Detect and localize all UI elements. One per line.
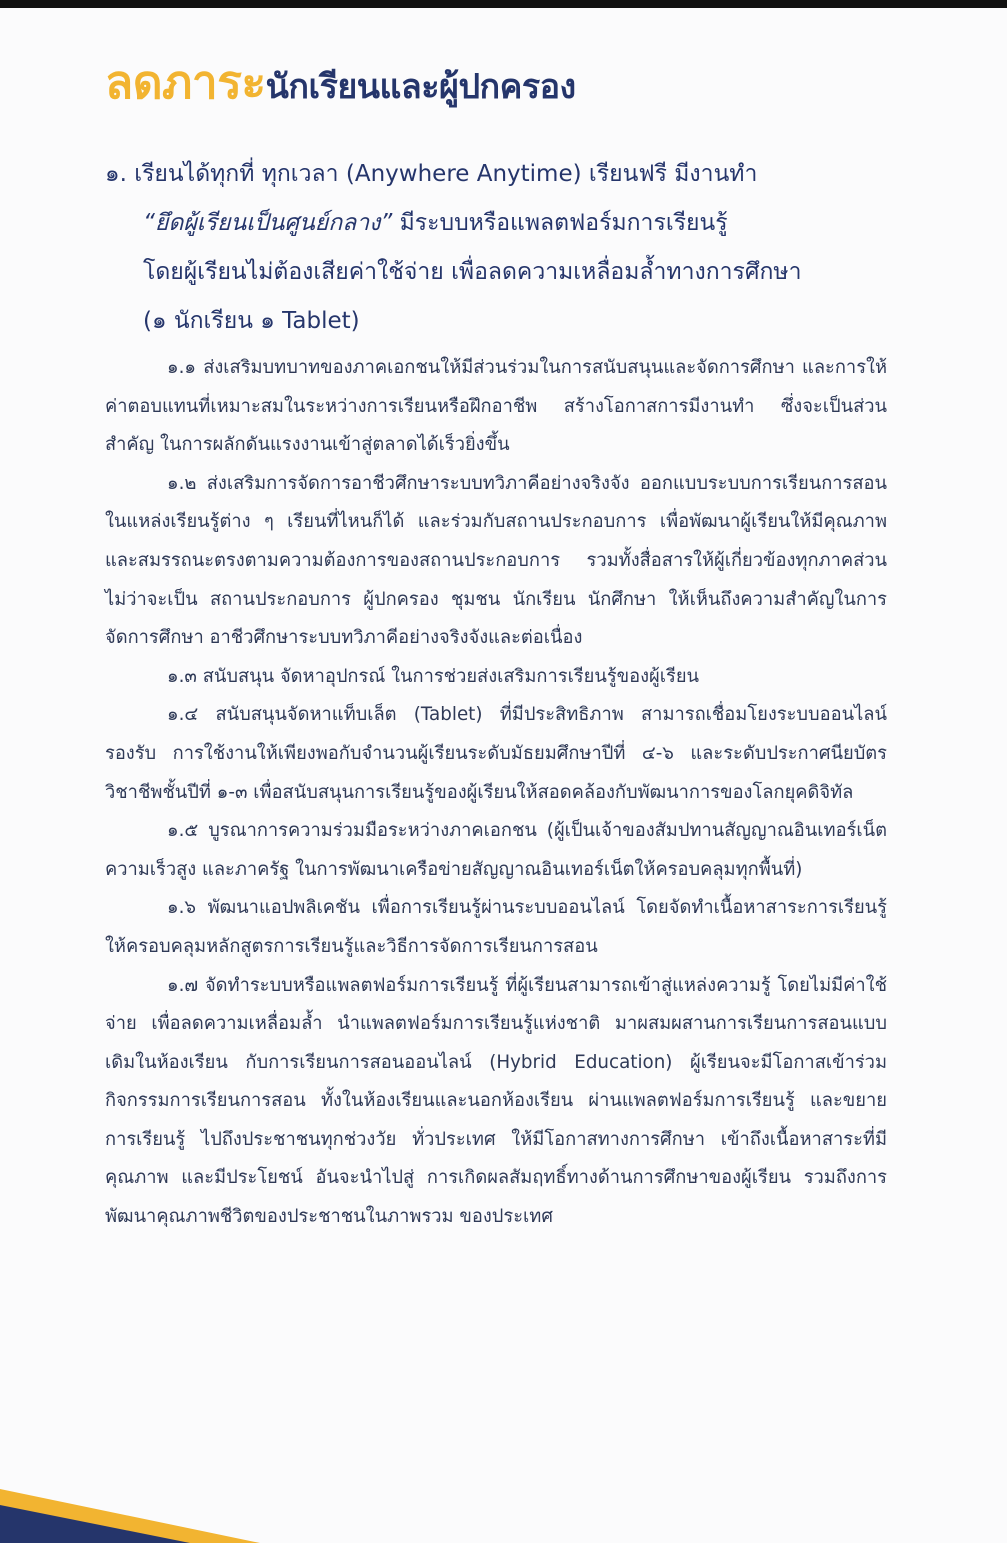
- heading-line-2-rest: มีระบบหรือแพลตฟอร์มการเรียนรู้: [392, 210, 728, 236]
- bottom-stripe-decoration: [0, 1483, 1007, 1543]
- item-1-4: ๑.๔ สนับสนุนจัดหาแท็บเล็ต (Tablet) ที่มีประสิทธิภาพ สามารถเชื่อมโยงระบบออนไลน์รองรับ การใช้งานให้เพียงพอกับจำนวนผู้เรียนระดับมัธยมศึกษาปีที่ ๔-๖ และระดับประกาศนียบัตรวิชาชีพชั้นปีที่ ๑-๓ เพื่อสนับสนุนการเรียนรู้ของผู้เรียนให้สอดคล้องกับพัฒนาการของโลกยุคดิจิทัล: [105, 704, 887, 803]
- heading-line-1: ๑. เรียนได้ทุกที่ ทุกเวลา (Anywhere Anytime) เรียนฟรี มีงานทำ: [105, 161, 758, 187]
- item-1-6: ๑.๖ พัฒนาแอปพลิเคชัน เพื่อการเรียนรู้ผ่านระบบออนไลน์ โดยจัดทำเนื้อหาสาระการเรียนรู้ ให้ครอบคลุมหลักสูตรการเรียนรู้และวิธีการจัดการเรียนการสอน: [105, 897, 887, 957]
- heading-quote: “ยึดผู้เรียนเป็นศูนย์กลาง”: [143, 210, 393, 236]
- item-1-5: ๑.๕ บูรณาการความร่วมมือระหว่างภาคเอกชน (ผู้เป็นเจ้าของสัมปทานสัญญาณอินเทอร์เน็ต ความเร็วสูง และภาครัฐ ในการพัฒนาเครือข่ายสัญญาณอินเทอร์เน็ตให้ครอบคลุมทุกพื้นที่): [105, 820, 887, 880]
- item-1-7: ๑.๗ จัดทำระบบหรือแพลตฟอร์มการเรียนรู้ ที่ผู้เรียนสามารถเข้าสู่แหล่งความรู้ โดยไม่มีค่าใช้จ่าย เพื่อลดความเหลื่อมล้ำ นำแพลตฟอร์มการเรียนรู้แห่งชาติ มาผสมผสานการเรียนการสอนแบบเดิมในห้องเรียน กับการเรียนการสอนออนไลน์ (Hybrid Education) ผู้เรียนจะมีโอกาสเข้าร่วมกิจกรรมการเรียนการสอน ทั้งในห้องเรียนและนอกห้องเรียน ผ่านแพลตฟอร์มการเรียนรู้ และขยายการเรียนรู้ ไปถึงประชาชนทุกช่วงวัย ทั่วประเทศ ให้มีโอกาสทางการศึกษา เข้าถึงเนื้อหาสาระที่มีคุณภาพ และมีประโยชน์ อันจะนำไปสู่ การเกิดผลสัมฤทธิ์ทางด้านการศึกษาของผู้เรียน รวมถึงการพัฒนาคุณภาพชีวิตของประชาชนในภาพรวม ของประเทศ: [105, 974, 887, 1228]
- item-1-3: ๑.๓ สนับสนุน จัดหาอุปกรณ์ ในการช่วยส่งเสริมการเรียนรู้ของผู้เรียน: [167, 665, 700, 687]
- page-title: [105, 46, 576, 119]
- heading-line-3: โดยผู้เรียนไม่ต้องเสียค่าใช้จ่าย เพื่อลดความเหลื่อมล้ำทางการศึกษา: [143, 259, 802, 285]
- title-rest: นักเรียนและผู้ปกครอง: [265, 67, 576, 107]
- item-1-2: ๑.๒ ส่งเสริมการจัดการอาชีวศึกษาระบบทวิภาคีอย่างจริงจัง ออกแบบระบบการเรียนการสอน ในแหล่งเรียนรู้ต่าง ๆ เรียนที่ไหนก็ได้ และร่วมกับสถานประกอบการ เพื่อพัฒนาผู้เรียนให้มีคุณภาพ และสมรรถนะตรงตามความต้องการของสถานประกอบการ รวมทั้งสื่อสารให้ผู้เกี่ยวข้องทุกภาคส่วน ไม่ว่าจะเป็น สถานประกอบการ ผู้ปกครอง ชุมชน นักเรียน นักศึกษา ให้เห็นถึงความสำคัญในการจัดการศึกษา อาชีวศึกษาระบบทวิภาคีอย่างจริงจังและต่อเนื่อง: [105, 472, 887, 649]
- heading-line-4: (๑ นักเรียน ๑ Tablet): [143, 308, 360, 334]
- item-list: [105, 349, 887, 1237]
- heading-line-2: [105, 199, 885, 248]
- item-1-1: ๑.๑ ส่งเสริมบทบาทของภาคเอกชนให้มีส่วนร่วมในการสนับสนุนและจัดการศึกษา และการให้ค่าตอบแทนที่เหมาะสมในระหว่างการเรียนหรือฝึกอาชีพ สร้างโอกาสการมีงานทำ ซึ่งจะเป็นส่วนสำคัญ ในการผลักดันแรงงานเข้าสู่ตลาดได้เร็วยิ่งขึ้น: [105, 357, 887, 456]
- section-heading: [105, 150, 885, 346]
- title-accent: ลดภาระ: [105, 55, 266, 109]
